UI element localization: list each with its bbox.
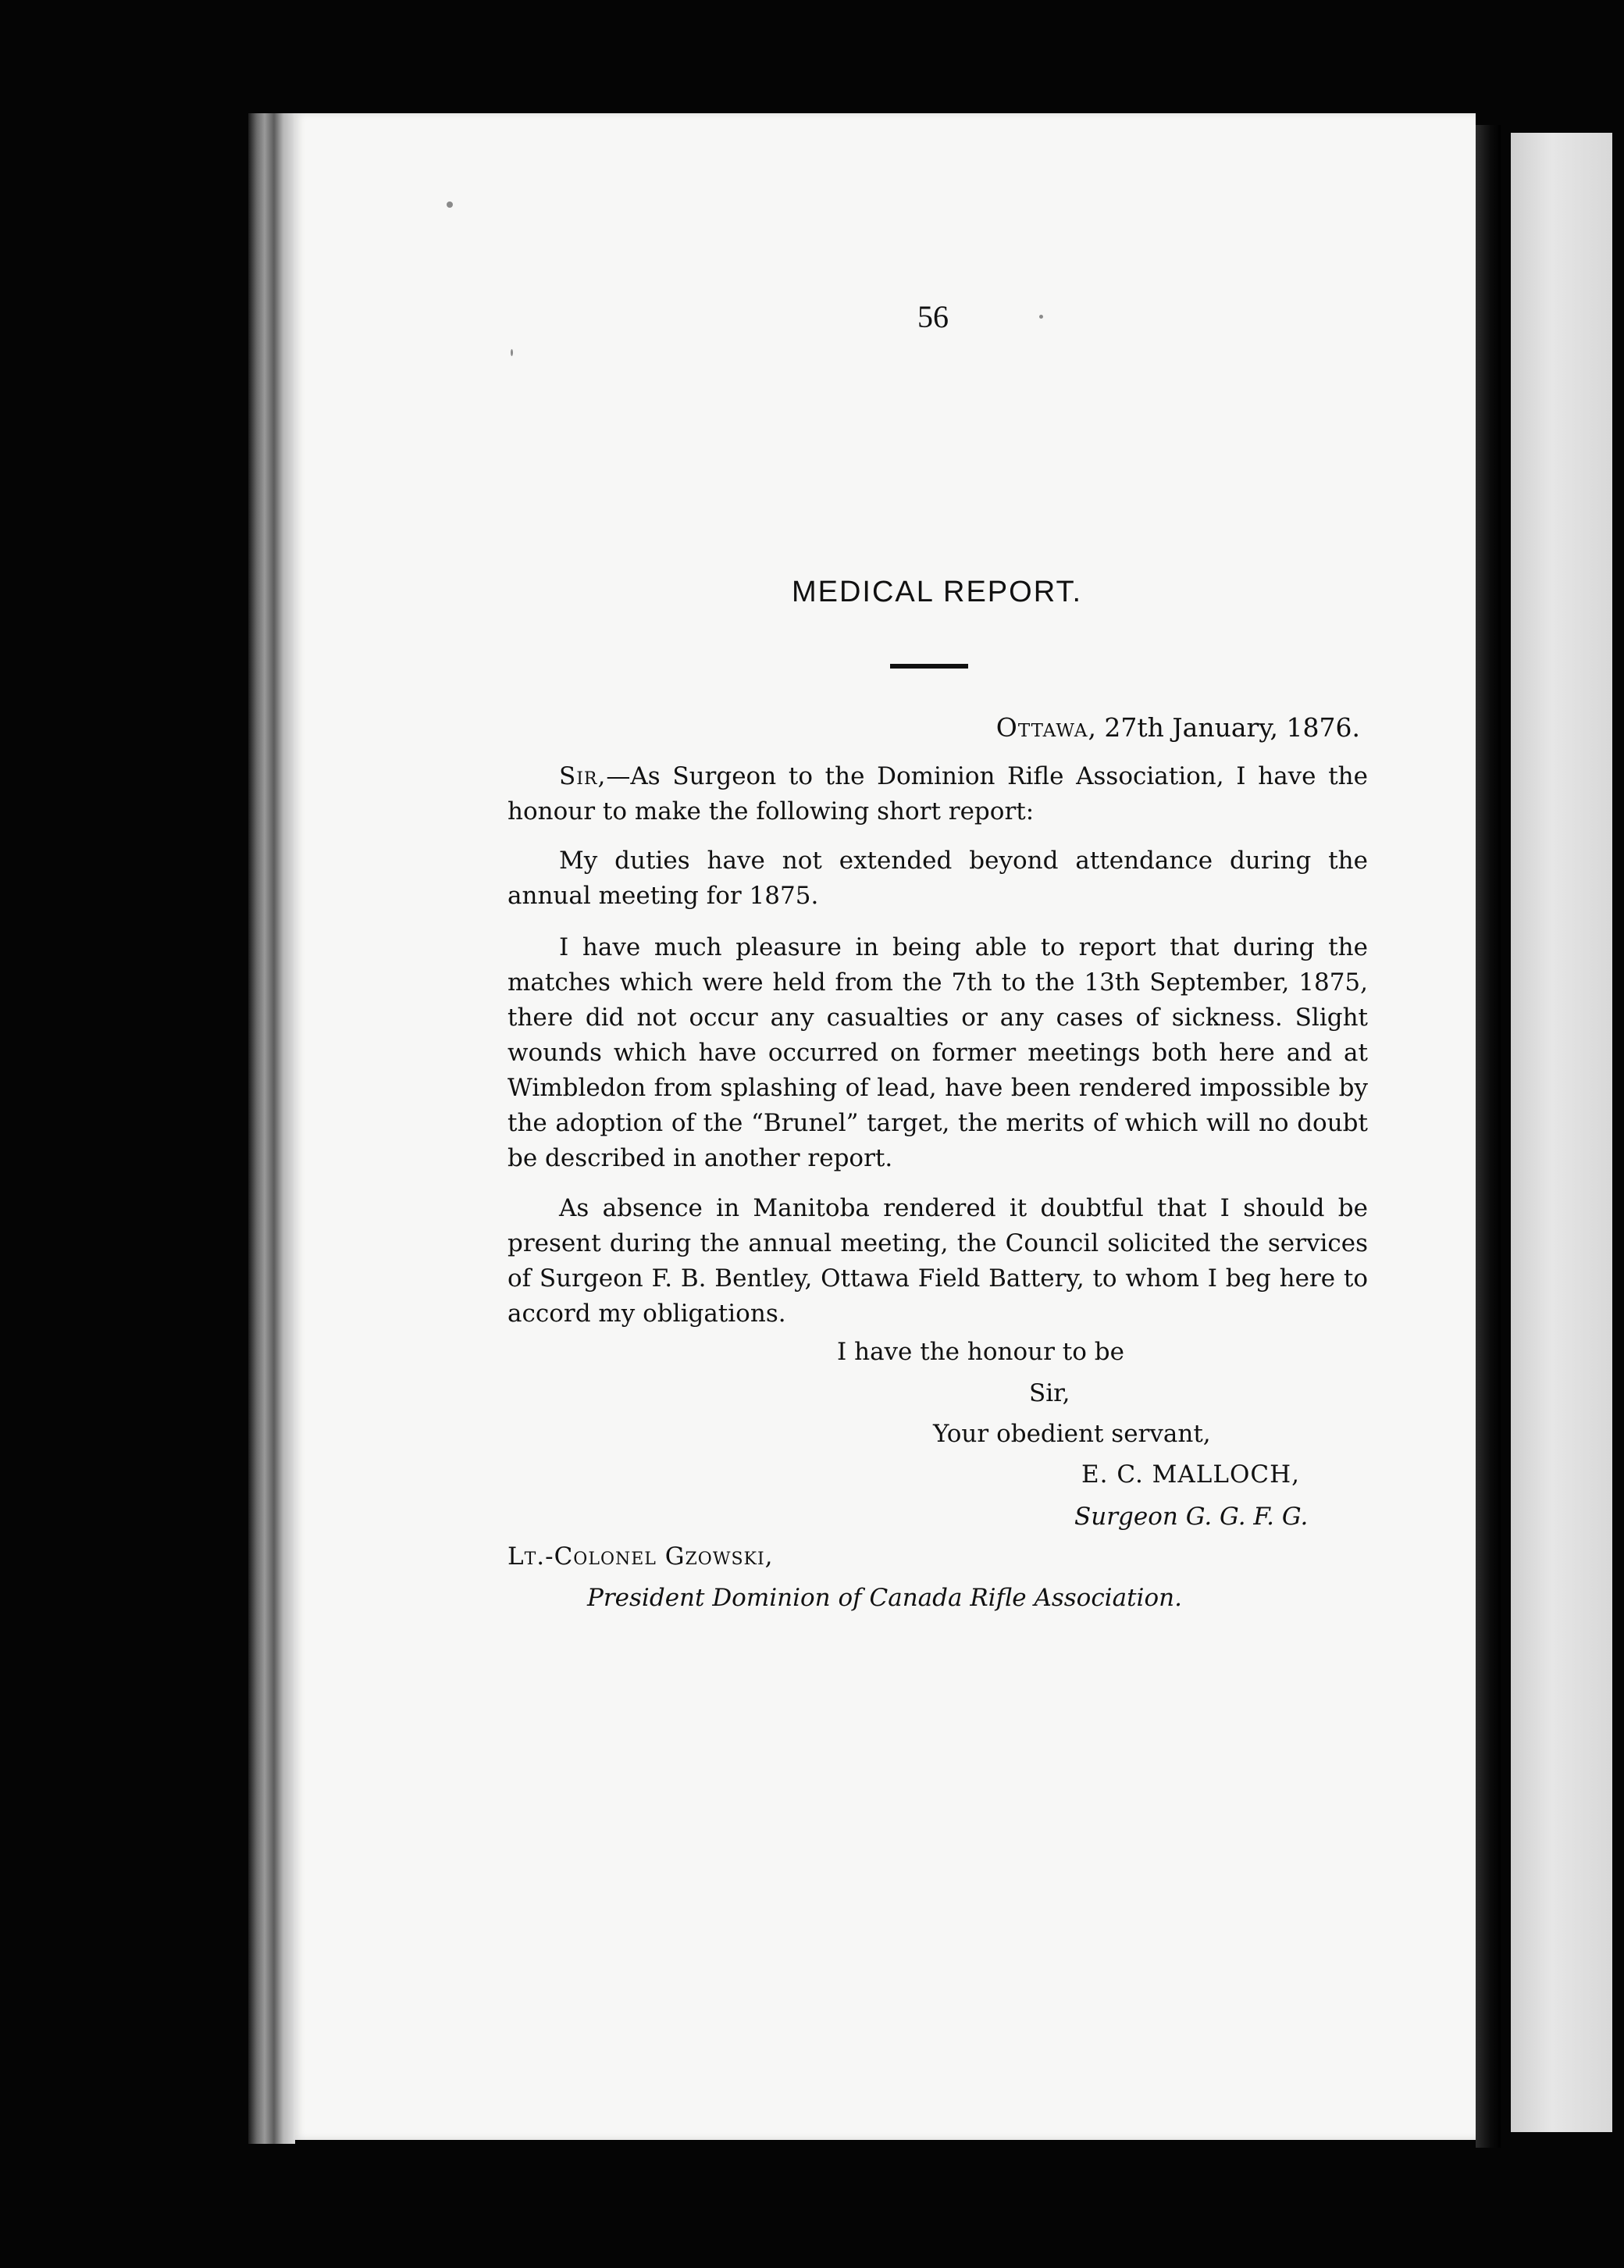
salutation: Sir,	[559, 762, 607, 790]
closing-servant: Your obedient servant,	[933, 1420, 1211, 1448]
scan-speck	[511, 349, 513, 356]
addressee-name: Lt.-Colonel Gzowski,	[508, 1542, 774, 1571]
dateline-date: , 27th January, 1876.	[1088, 712, 1360, 743]
page-gutter-shadow	[1476, 125, 1501, 2148]
paragraph-text: —As Surgeon to the Dominion Rifle Association, I have the honour to make the following short report:	[508, 762, 1368, 826]
page-number: 56	[917, 299, 949, 334]
addressee-title: President Dominion of Canada Rifle Association.	[587, 1584, 1182, 1612]
adjacent-page-edge	[1511, 133, 1612, 2132]
dateline-place: Ottawa	[995, 712, 1088, 743]
book-spine-edge	[248, 113, 295, 2144]
paragraph-matches	[508, 930, 1368, 1176]
dateline	[996, 712, 1360, 743]
closing-line: I have the honour to be	[837, 1338, 1124, 1366]
signatory-title: Surgeon G. G. F. G.	[1074, 1503, 1309, 1531]
paragraph-opening	[508, 759, 1368, 829]
paragraph-text: I have much pleasure in being able to report that during the matches which were held from the 7th to the 13th September, 1875, there did not occur any casualties or any cases of sickness. Slight wounds which have occurred on former meetings both here and at Wimbledon from splashing of lead, have been rendered impossible by the adoption of the “Brunel” target, the merits of which will no doubt be described in another report.	[508, 933, 1368, 1172]
signatory-name: E. C. MALLOCH,	[1081, 1460, 1300, 1489]
paragraph-text: My duties have not extended beyond attendance during the annual meeting for 1875.	[508, 847, 1368, 910]
paragraph-duties	[508, 843, 1368, 914]
scan-speck	[447, 201, 453, 208]
paragraph-absence	[508, 1191, 1368, 1332]
closing-salutation: Sir,	[1029, 1379, 1070, 1407]
report-title: MEDICAL REPORT.	[791, 576, 1083, 608]
paragraph-text: As absence in Manitoba rendered it doubtful that I should be present during the annual meeting, the Council solicited the services of Surgeon F. B. Bentley, Ottawa Field Battery, to whom I beg here to accord my obligations.	[508, 1194, 1368, 1328]
title-rule	[890, 664, 968, 669]
scan-speck	[1039, 315, 1043, 319]
